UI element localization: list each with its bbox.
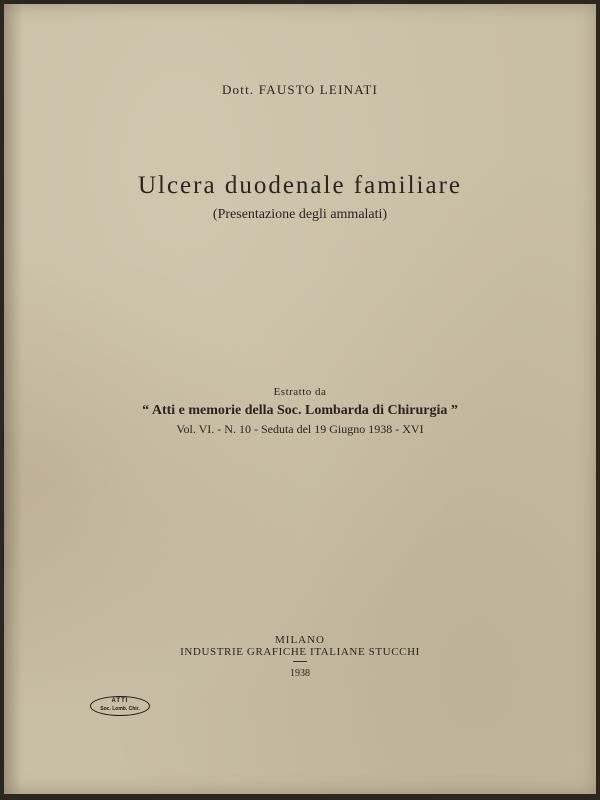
oval-stamp (90, 696, 150, 716)
stamp-line-1: ATTI (111, 698, 129, 704)
document-subtitle: (Presentazione degli ammalati) (212, 207, 388, 222)
author-name: Dott. FAUSTO LEINATI (221, 82, 379, 97)
extract-label: Estratto da (273, 386, 327, 398)
volume-info: Vol. VI. - N. 10 - Seduta del 19 Giugno 1938 - XVI (176, 422, 424, 436)
publisher-city: MILANO (275, 634, 325, 646)
document-cover (4, 4, 596, 794)
printer-name: INDUSTRIE GRAFICHE ITALIANE STUCCHI (180, 646, 420, 658)
document-title: Ulcera duodenale familiare (137, 172, 463, 199)
stamp-line-2: Soc. Lomb. Chir. (100, 706, 140, 712)
publication-year: 1938 (290, 668, 310, 679)
journal-name: “ Atti e memorie della Soc. Lombarda di Chirurgia ” (142, 403, 458, 418)
divider (293, 661, 307, 662)
